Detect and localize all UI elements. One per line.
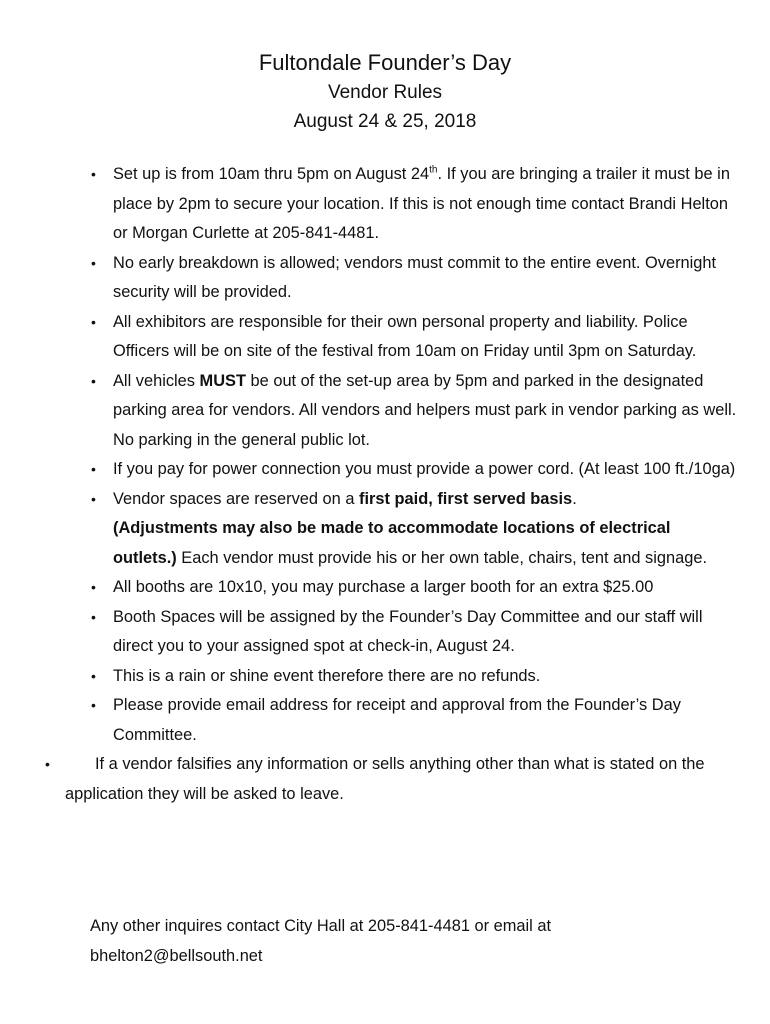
rule-email [88,691,738,750]
rule-spaces-text-b: . [572,489,577,508]
rule-email-text: Please provide email address for receipt and approval from the Founder’s Day Committee. [113,696,681,744]
rule-liability [88,308,738,367]
bullet-icon: • [91,461,96,477]
bullet-icon: • [91,254,96,271]
rule-breakdown [88,249,738,308]
bullet-icon: • [91,166,96,182]
bullet-icon: • [91,667,96,684]
bullet-icon: • [91,697,96,713]
rule-spaces-text-c: Each vendor must provide his or her own table, chairs, tent and signage. [176,548,708,567]
rule-refunds-text: This is a rain or shine event therefore there are no refunds. [113,666,541,685]
bullet-icon: • [91,372,96,389]
rule-breakdown-text: No early breakdown is allowed; vendors must commit to the entire event. Overnight security will be provided. [113,253,717,301]
rule-setup [88,160,738,249]
rule-booth-assignment [88,603,738,662]
bullet-icon: • [91,608,96,625]
rule-booth-size-text: All booths are 10x10, you may purchase a larger booth for an extra $25.00 [113,578,654,596]
rule-vehicles-text-a: All vehicles [113,371,200,390]
bullet-icon: • [91,579,96,595]
rule-setup-text-a: Set up is from 10am thru 5pm on August 24 [113,165,430,183]
rule-spaces-text-a: Vendor spaces are reserved on a [113,489,360,508]
rule-spaces-emphasis: first paid, first served basis [359,489,573,508]
document-title: Fultondale Founder’s Day [258,50,512,75]
event-dates: August 24 & 25, 2018 [293,111,477,132]
rule-booth-assignment-text: Booth Spaces will be assigned by the Founder’s Day Committee and our staff will direct you to your assigned spot at check-in, August 24. [113,607,703,655]
contact-info: Any other inquires contact City Hall at 205-841-4481 or email at bhelton2@bellsouth.net [90,917,552,965]
rule-power-text: If you pay for power connection you must provide a power cord. (At least 100 ft./10ga) [113,460,736,478]
rule-spaces-adjustments: (Adjustments may also be made to accommodate locations of electrical outlets.) [113,519,671,567]
bullet-icon: • [45,756,50,772]
rules-list [45,160,738,809]
rule-vehicles [88,367,738,456]
rule-booth-size [88,573,738,603]
rule-vehicles-emphasis: MUST [199,371,246,390]
rule-falsify [45,750,738,809]
rule-vendor-spaces [88,485,738,574]
rule-liability-text: All exhibitors are responsible for their own personal property and liability. Police Officers will be on site of the festival from 10am on Friday until 3pm on Saturday. [113,312,697,360]
rule-setup-text-b: . If you are bringing a trailer it must be in place by 2pm to secure your location. If this is not enough time contact Brandi Helton or Morgan Curlette at 205-841-4481. [113,165,730,242]
document-subtitle: Vendor Rules [327,82,443,103]
bullet-icon: • [91,490,96,507]
rule-setup-superscript: th [429,164,438,176]
rule-refunds [88,662,738,692]
bullet-icon: • [91,313,96,330]
rule-vehicles-text-b: be out of the set-up area by 5pm and parked in the designated parking area for vendors. All vendors and helpers must park in vendor parking as well. No parking in the general public lot. [113,371,737,449]
rule-power [88,455,738,485]
rule-falsify-text: If a vendor falsifies any information or sells anything other than what is stated on the application they will be asked to leave. [65,755,705,803]
